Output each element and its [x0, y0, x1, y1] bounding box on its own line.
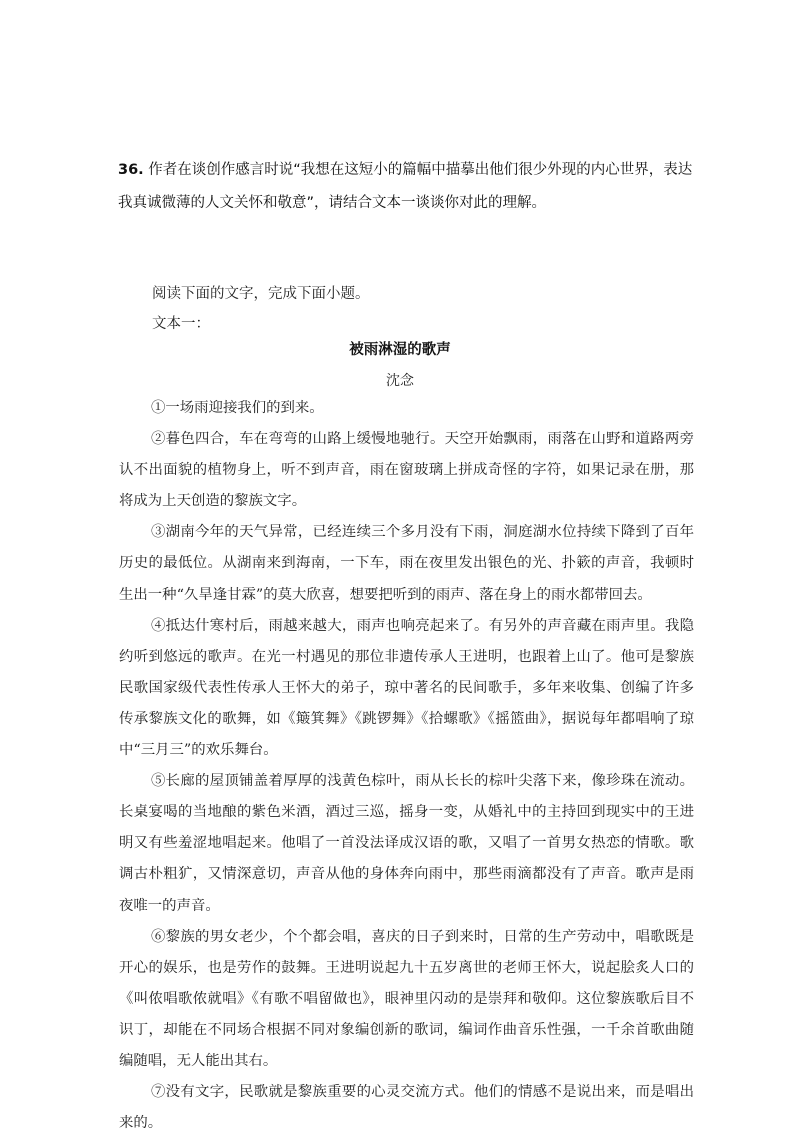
paragraph-2: ②暮色四合，车在弯弯的山路上缓慢地驰行。天空开始飘雨，雨落在山野和道路两旁认不出面貌的植物身上，听不到声音，雨在窗玻璃上拼成奇怪的字符，如果记录在册，那将成为上天创造的黎族文字。	[119, 431, 694, 510]
question-text: 作者在谈创作感言时说“我想在这短小的篇幅中描摹出他们很少外现的内心世界，表达我真诚微薄的人文关怀和敬意”，请结合文本一谈谈你对此的理解。	[118, 162, 693, 211]
paragraph-3: ③湖南今年的天气异常，已经连续三个多月没有下雨，洞庭湖水位持续下降到了百年历史的最低位。从湖南来到海南，一下车，雨在夜里发出银色的光、扑簌的声音，我顿时生出一种“久旱逢甘霖”的莫大欣喜，想要把听到的雨声、落在身上的雨水都带回去。	[119, 524, 694, 603]
paragraph-5: ⑤长廊的屋顶铺盖着厚厚的浅黄色棕叶，雨从长长的棕叶尖落下来，像珍珠在流动。长桌宴喝的当地酿的紫色米酒，酒过三巡，摇身一变，从婚礼中的主持回到现实中的王进明又有些羞涩地唱起来。他唱了一首没法译成汉语的歌，又唱了一首男女热恋的情歌。歌调古朴粗犷，又情深意切，声音从他的身体奔向雨中，那些雨滴都没有了声音。歌声是雨夜唯一的声音。	[119, 773, 694, 914]
article-body	[119, 393, 694, 1139]
paragraph-7: ⑦没有文字，民歌就是黎族重要的心灵交流方式。他们的情感不是说出来，而是唱出来的。	[119, 1084, 694, 1132]
paragraph-1: ①一场雨迎接我们的到来。	[151, 400, 324, 416]
reading-instruction: 阅读下面的文字，完成下面小题。	[152, 286, 370, 302]
text-label: 文本一：	[152, 316, 210, 332]
paragraph-6: ⑥黎族的男女老少，个个都会唱，喜庆的日子到来时，日常的生产劳动中，唱歌既是开心的娱乐，也是劳作的鼓舞。王进明说起九十五岁离世的老师王怀大，说起脍炙人口的《叫侬唱歌侬就唱》《有歌不唱留做也》，眼神里闪动的是崇拜和敬仰。这位黎族歌后目不识丁，却能在不同场合根据不同对象编创新的歌词，编词作曲音乐性强，一千余首歌曲随编随唱，无人能出其右。	[119, 928, 694, 1069]
question-number: 36.	[118, 162, 144, 178]
article-author: 沈念	[386, 373, 414, 389]
paragraph-4: ④抵达什寒村后，雨越来越大，雨声也响亮起来了。有另外的声音藏在雨声里。我隐约听到悠远的歌声。在光一村遇见的那位非遗传承人王进明，也跟着上山了。他可是黎族民歌国家级代表性传承人王怀大的弟子，琼中著名的民间歌手，多年来收集、创编了许多传承黎族文化的歌舞，如《簸箕舞》《跳锣舞》《拾螺歌》《摇篮曲》，据说每年都唱响了琼中“三月三”的欢乐舞台。	[119, 617, 694, 759]
question-36	[118, 154, 698, 220]
article-title: 被雨淋湿的歌声	[349, 341, 451, 358]
